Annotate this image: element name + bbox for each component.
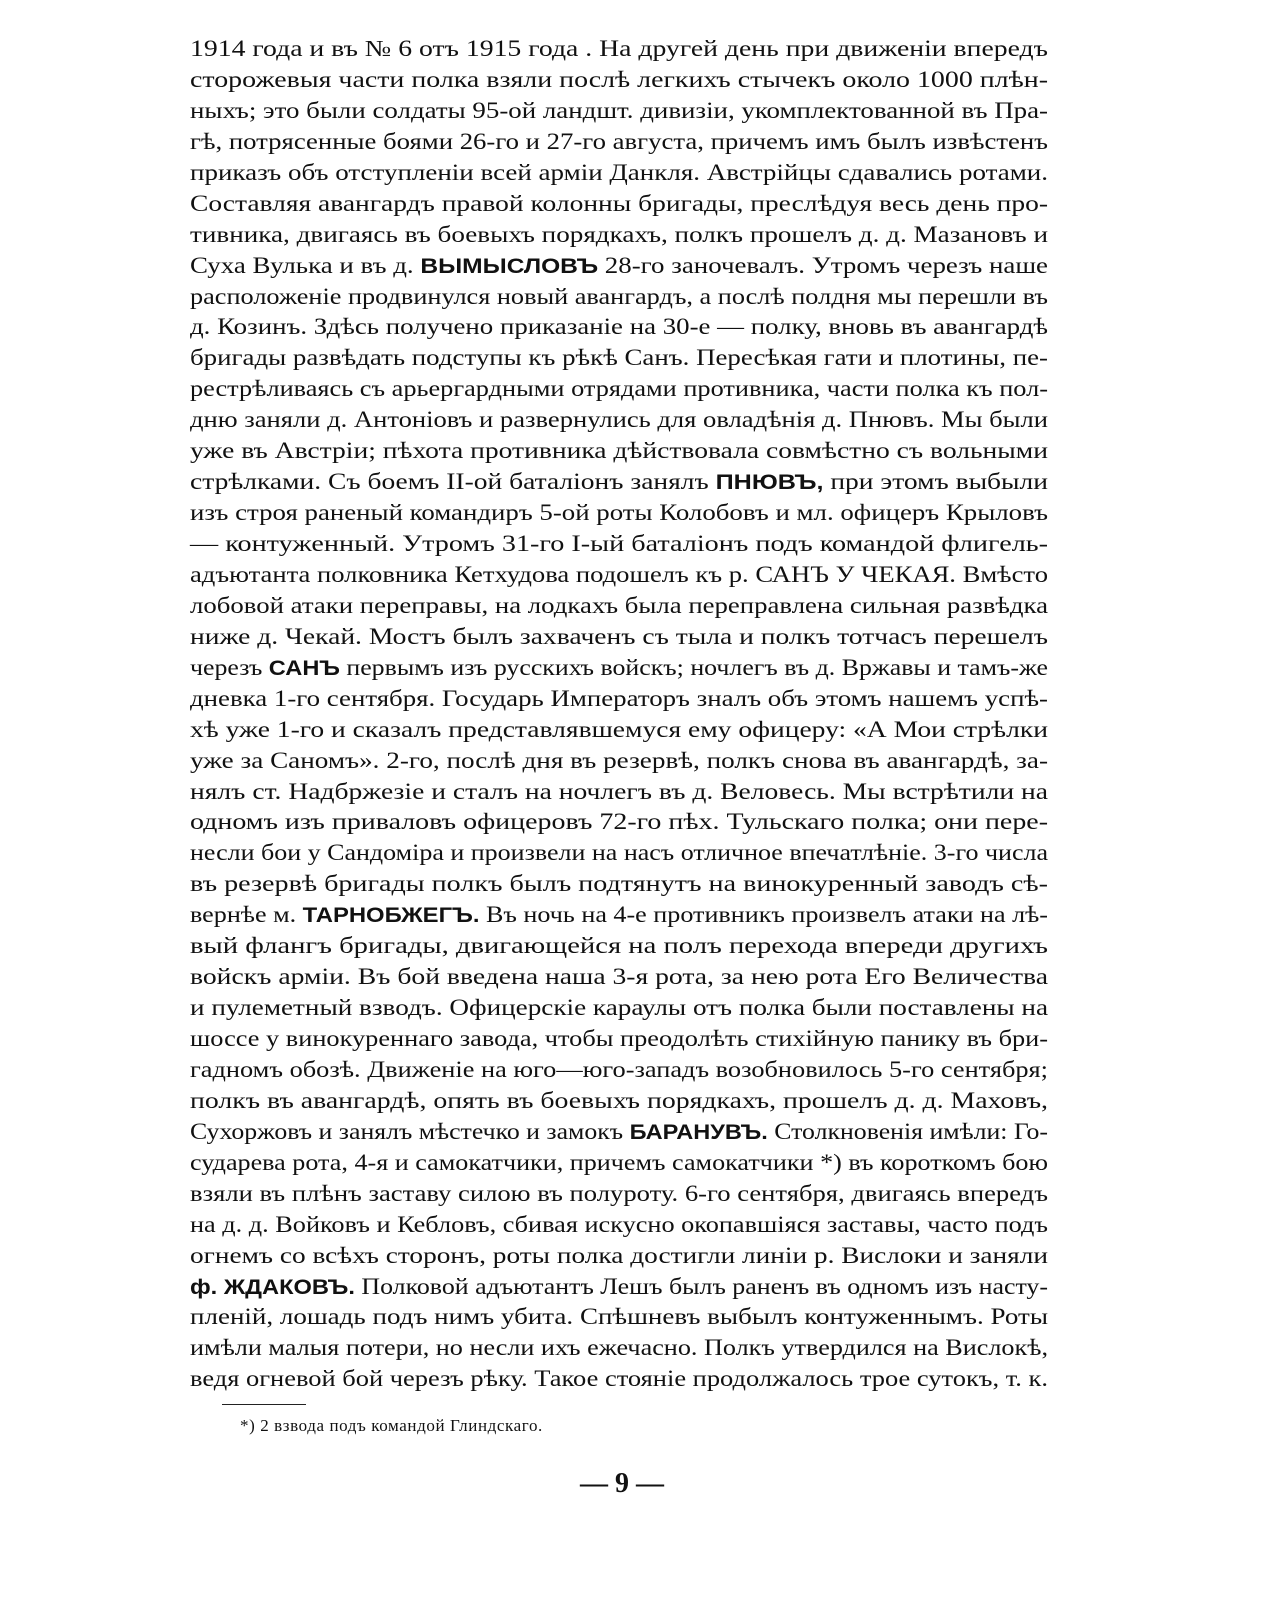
text-segment: первымъ изъ русскихъ войскъ; ночлегъ въ д. Вржавы и тамъ-же — [339, 654, 1048, 680]
text-line — [190, 498, 1192, 529]
text-line — [190, 900, 1164, 931]
text-line — [190, 869, 1238, 900]
text-line — [190, 560, 1182, 591]
text-segment: гадномъ обозѣ. Движенiе на юго—юго-западъ возобновилось 5-го сентября; — [190, 1056, 1048, 1082]
place-name-bold: ПНЮВЪ, — [715, 471, 824, 495]
text-segment: шоссе у винокуреннаго завода, чтобы преодолѣть стихiйную панику въ бри- — [190, 1026, 1048, 1051]
text-line — [190, 777, 1218, 808]
text-segment: адъютанта полковника Кетхудова подошелъ къ р. САНЪ У ЧЕКАЯ. Вмѣсто — [190, 561, 1048, 587]
text-line — [190, 962, 1221, 993]
text-segment: стрѣлками. Съ боемъ II-ой баталiонъ занялъ — [190, 469, 716, 495]
place-name-bold: ф. ЖДАКОВЪ. — [190, 1275, 355, 1299]
text-segment: несли бои у Сандомiра и произвели на насъ отличное впечатлѣнiе. 3-го числа — [190, 840, 1048, 866]
text-line — [190, 746, 1203, 777]
text-line — [190, 1086, 1226, 1117]
text-line — [190, 1117, 1152, 1148]
text-line — [190, 807, 1233, 838]
text-segment: и пулеметный взводъ. Офицерскiе караулы отъ полка были поставлены на — [190, 995, 1048, 1021]
text-segment: изъ строя раненый командиръ 5-ой роты Колобовъ и мл. офицеръ Крыловъ — [190, 500, 1048, 526]
text-line — [190, 529, 1241, 560]
text-segment: взяли въ плѣнъ заставу силою въ полуроту. 6-го сентября, двигаясь впередъ — [190, 1180, 1048, 1206]
text-segment: лобовой атаки переправы, на лодкахъ была переправлена сильная развѣдка — [190, 592, 1048, 618]
text-segment: вернѣе м. — [190, 902, 303, 928]
text-segment: Составляя авангардъ правой колонны бригады, преслѣдуя весь день про- — [190, 190, 1048, 216]
text-line — [190, 1024, 1172, 1055]
place-name-bold: БАРАНУВЪ. — [629, 1120, 768, 1144]
text-line — [190, 405, 1181, 436]
body-text — [190, 34, 1048, 1395]
text-line — [190, 467, 1216, 498]
place-name-bold: ТАРНОБЖЕГЪ. — [302, 904, 480, 928]
text-line — [190, 591, 1189, 622]
text-segment: Полковой адъютантъ Лешъ былъ раненъ въ одномъ изъ насту- — [354, 1273, 1048, 1299]
text-line — [190, 312, 1192, 343]
text-line — [190, 838, 1160, 869]
text-segment: бригады развѣдать подступы къ рѣкѣ Санъ. Пересѣкая гати и плотины, пе- — [190, 345, 1048, 371]
text-line — [190, 931, 1258, 962]
text-segment: на д. д. Войковъ и Кебловъ, сбивая искусно окопавшiяся заставы, часто подъ — [190, 1211, 1048, 1237]
text-line — [190, 715, 1218, 746]
text-line — [190, 343, 1193, 374]
text-segment: расположенiе продвинулся новый авангардъ, а послѣ полдня мы перешли въ — [190, 283, 1048, 309]
text-line — [190, 282, 1170, 313]
text-segment: д. Козинъ. Здѣсь получено приказанiе на 30-е — полку, вновь въ авангардѣ — [190, 314, 1048, 340]
text-line — [190, 684, 1192, 715]
text-line — [190, 96, 1194, 127]
text-line — [190, 1055, 1173, 1086]
text-segment: нялъ ст. Надбржезiе и сталъ на ночлегъ въ д. Веловесь. Мы встрѣтили на — [190, 778, 1048, 804]
page-number: — 9 — — [580, 1468, 664, 1499]
place-name-bold: САНЪ — [268, 656, 340, 680]
text-line — [190, 622, 1217, 653]
text-segment: пленiй, лошадь подъ нимъ убита. Спѣшневъ выбылъ контуженнымъ. Роты — [190, 1304, 1048, 1330]
text-line — [190, 653, 1154, 684]
text-line — [190, 1241, 1209, 1272]
footnote-divider — [222, 1404, 306, 1405]
text-segment: полкъ въ авангардѣ, опять въ боевыхъ порядкахъ, прошелъ д. д. Маховъ, — [190, 1087, 1048, 1113]
text-line — [190, 1272, 1156, 1303]
place-name-bold: ВЫМЫСЛОВЪ — [420, 254, 599, 278]
text-line — [190, 993, 1203, 1024]
text-segment: имѣли малыя потери, но несли ихъ ежечасно. Полкъ утвердился на Вислокѣ, — [190, 1335, 1048, 1361]
text-segment: ниже д. Чекай. Мостъ былъ захваченъ съ тыла и полкъ тотчасъ перешелъ — [190, 623, 1048, 649]
text-segment: ныхъ; это были солдаты 95-ой ландшт. дивизiи, укомплектованной въ Пра- — [190, 97, 1048, 123]
text-segment: сторожевыя части полка взяли послѣ легкихъ стычекъ около 1000 плѣн- — [190, 66, 1048, 92]
text-segment: Сухоржовъ и занялъ мѣстечко и замокъ — [190, 1118, 630, 1144]
text-segment: черезъ — [190, 654, 269, 680]
text-segment: — контуженный. Утромъ 31-го I-ый баталiонъ подъ командой флигель- — [190, 531, 1048, 556]
text-segment: 1914 года и въ № 6 отъ 1915 года . На другей день при движенiи впередъ — [190, 36, 1048, 61]
text-line — [190, 1302, 1198, 1333]
text-line — [190, 1148, 1164, 1179]
text-line — [190, 220, 1202, 251]
text-segment: хѣ уже 1-го и сказалъ представлявшемуся ему офицеру: «А Мои стрѣлки — [190, 716, 1048, 742]
text-segment: гѣ, потрясенные боями 26-го и 27-го августа, причемъ имъ былъ извѣстенъ — [190, 128, 1048, 154]
text-segment: Суха Вулька и въ д. — [190, 252, 421, 278]
text-line — [190, 34, 1224, 65]
text-segment: въ резервѣ бригады полкъ былъ подтянутъ на винокуренный заводъ сѣ- — [190, 871, 1048, 897]
footnote: *) 2 взвода подъ командой Глиндскаго. — [240, 1416, 543, 1435]
text-segment: сударева рота, 4-я и самокатчики, причемъ самокатчики *) въ короткомъ бою — [190, 1149, 1048, 1175]
text-line — [190, 251, 1194, 282]
text-line — [190, 436, 1218, 467]
text-segment: дню заняли д. Антонiовъ и развернулись для овладѣнiя д. Пнювъ. Мы были — [190, 407, 1048, 433]
text-line — [190, 1179, 1183, 1210]
text-line — [190, 1364, 1177, 1395]
text-segment: Въ ночь на 4-е противникъ произвелъ атаки на лѣ- — [479, 902, 1048, 928]
text-segment: уже въ Австрiи; пѣхота противника дѣйствовала совмѣстно съ вольными — [190, 438, 1048, 464]
text-segment: войскъ армiи. Въ бой введена наша 3-я рота, за нею рота Его Величества — [190, 964, 1048, 990]
text-segment: одномъ изъ приваловъ офицеровъ 72-го пѣх. Тульскаго полка; они пере- — [190, 809, 1048, 835]
text-line — [190, 1210, 1170, 1241]
text-segment: при этомъ выбыли — [823, 469, 1048, 495]
text-line — [190, 1333, 1166, 1364]
text-line — [190, 127, 1187, 158]
text-line — [190, 374, 1172, 405]
text-segment: дневка 1-го сентября. Государь Императоръ зналъ объ этомъ нашемъ успѣ- — [190, 685, 1048, 711]
text-segment: тивника, двигаясь въ боевыхъ порядкахъ, полкъ прошелъ д. д. Мазановъ и — [190, 221, 1048, 247]
text-segment: ведя огневой бой черезъ рѣку. Такое стоянiе продолжалось трое сутокъ, т. к. — [190, 1366, 1048, 1392]
text-segment: вый флангъ бригады, двигающейся на полъ перехода впереди другихъ — [190, 933, 1048, 959]
text-line — [190, 189, 1216, 220]
text-segment: уже за Саномъ». 2-го, послѣ дня въ резервѣ, полкъ снова въ авангардѣ, за- — [190, 747, 1048, 773]
text-line — [190, 158, 1197, 189]
text-segment: огнемъ со всѣхъ сторонъ, роты полка достигли линiи р. Вислоки и заняли — [190, 1242, 1048, 1268]
text-segment: приказъ объ отступленiи всей армiи Данкля. Австрiйцы сдавались ротами. — [190, 159, 1048, 185]
text-segment: рестрѣливаясь съ арьергардными отрядами противника, части полка къ пол- — [190, 376, 1048, 402]
text-segment: Столкновенiя имѣли: Го- — [767, 1118, 1048, 1144]
text-line — [190, 65, 1231, 96]
text-segment: 28-го заночевалъ. Утромъ черезъ наше — [598, 252, 1048, 278]
